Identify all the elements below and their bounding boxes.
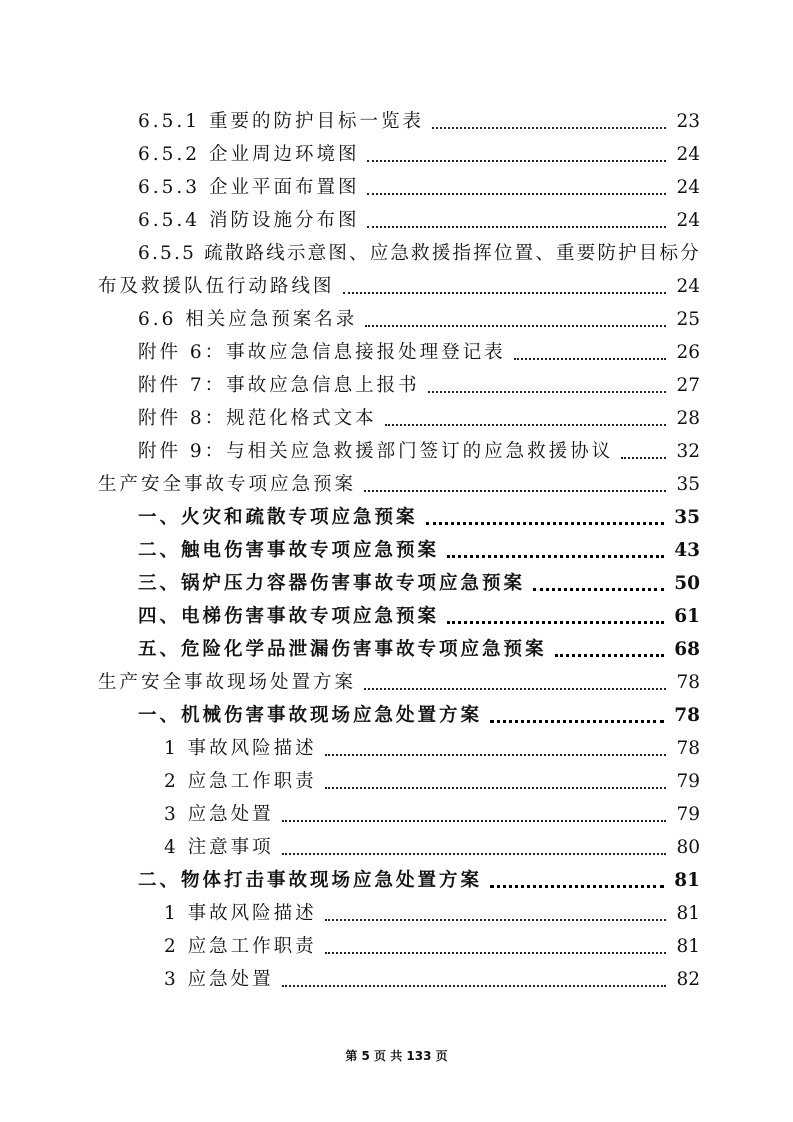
toc-entry-label: 6.5.3 企业平面布置图 xyxy=(138,177,360,198)
leader-dots xyxy=(367,160,666,162)
toc-entry-label: 3 应急处置 xyxy=(164,804,274,825)
toc-entry-label: 二、触电伤害事故专项应急预案 xyxy=(138,540,440,561)
toc-entry[interactable] xyxy=(138,402,700,435)
toc-entry[interactable] xyxy=(138,105,700,138)
toc-entry-page: 24 xyxy=(676,177,700,198)
toc-entry[interactable] xyxy=(138,336,700,369)
toc-entry[interactable] xyxy=(98,270,700,303)
leader-dots xyxy=(426,522,665,525)
toc-entry-page: 81 xyxy=(676,903,700,924)
toc-entry-page: 27 xyxy=(676,375,700,396)
toc-entry[interactable] xyxy=(138,699,700,732)
leader-dots xyxy=(490,885,664,888)
toc-entry-page: 81 xyxy=(676,936,700,957)
toc-entry-page: 81 xyxy=(674,870,700,891)
toc-entry-page: 26 xyxy=(676,342,700,363)
toc-entry[interactable] xyxy=(138,567,700,600)
toc-entry-label: 一、火灾和疏散专项应急预案 xyxy=(138,507,418,528)
toc-entry-label: 一、机械伤害事故现场应急处置方案 xyxy=(138,705,483,726)
leader-dots xyxy=(367,226,666,228)
toc-entry-label: 2 应急工作职责 xyxy=(164,936,317,957)
toc-entry[interactable] xyxy=(138,501,700,534)
toc-entry-page: 35 xyxy=(676,474,700,495)
toc-entry[interactable] xyxy=(164,798,700,831)
toc-entry-page: 24 xyxy=(676,210,700,231)
toc-entry-label: 五、危险化学品泄漏伤害事故专项应急预案 xyxy=(138,639,547,660)
toc-entry-label: 6.6 相关应急预案名录 xyxy=(138,309,358,330)
leader-dots xyxy=(447,621,664,624)
leader-dots xyxy=(621,457,666,459)
leader-dots xyxy=(367,193,666,195)
toc-entry-label: 附件 7：事故应急信息上报书 xyxy=(138,375,420,396)
toc-entry[interactable] xyxy=(138,534,700,567)
toc-entry-label: 6.5.2 企业周边环境图 xyxy=(138,144,360,165)
leader-dots xyxy=(364,688,666,690)
toc-entry-label: 二、物体打击事故现场应急处置方案 xyxy=(138,870,483,891)
toc-entry[interactable] xyxy=(138,171,700,204)
leader-dots xyxy=(514,358,667,360)
toc-entry[interactable] xyxy=(164,963,700,996)
leader-dots xyxy=(428,391,667,393)
toc-entry-label: 1 事故风险描述 xyxy=(164,903,317,924)
toc-entry-label: 三、锅炉压力容器伤害事故专项应急预案 xyxy=(138,573,526,594)
toc-entry[interactable] xyxy=(164,897,700,930)
toc-entry-label: 布及救援队伍行动路线图 xyxy=(98,276,335,297)
toc-entry-page: 78 xyxy=(676,738,700,759)
leader-dots xyxy=(432,127,666,129)
toc-entry[interactable] xyxy=(138,633,700,666)
toc-entry-page: 82 xyxy=(676,969,700,990)
toc-entry-label: 生产安全事故现场处置方案 xyxy=(98,672,357,693)
toc-entry-label: 1 事故风险描述 xyxy=(164,738,317,759)
toc-entry-label: 2 应急工作职责 xyxy=(164,771,317,792)
toc-entry-label: 附件 9：与相关应急救援部门签订的应急救援协议 xyxy=(138,441,614,462)
leader-dots xyxy=(325,787,667,789)
leader-dots xyxy=(282,820,667,822)
toc-entry-page: 79 xyxy=(676,771,700,792)
leader-dots xyxy=(533,588,664,591)
leader-dots xyxy=(325,754,667,756)
toc-entry-label-line1[interactable]: 6.5.5 疏散路线示意图、应急救援指挥位置、重要防护目标分 xyxy=(138,243,701,264)
toc-entry[interactable] xyxy=(164,732,700,765)
toc-entry[interactable] xyxy=(164,831,700,864)
leader-dots xyxy=(555,654,665,657)
toc-entry-page: 24 xyxy=(676,144,700,165)
page-footer: 第 5 页 共 133 页 xyxy=(345,1049,448,1063)
toc-entry-label: 6.5.1 重要的防护目标一览表 xyxy=(138,111,424,132)
toc-entry-label: 4 注意事项 xyxy=(164,837,274,858)
toc-entry-page: 32 xyxy=(676,441,700,462)
toc-entry[interactable] xyxy=(138,303,700,336)
leader-dots xyxy=(282,853,667,855)
toc-entry-label: 3 应急处置 xyxy=(164,969,274,990)
toc-entry[interactable] xyxy=(138,369,700,402)
toc-entry-page: 23 xyxy=(676,111,700,132)
toc-entry-page: 80 xyxy=(676,837,700,858)
toc-entry-page: 68 xyxy=(674,639,700,660)
toc-entry[interactable] xyxy=(164,930,700,963)
toc-entry-page: 25 xyxy=(676,309,700,330)
toc-entry[interactable] xyxy=(98,468,700,501)
toc-entry[interactable] xyxy=(138,435,700,468)
toc-entry-page: 78 xyxy=(676,672,700,693)
toc-entry-page: 79 xyxy=(676,804,700,825)
toc-entry-label: 6.5.4 消防设施分布图 xyxy=(138,210,360,231)
leader-dots xyxy=(325,952,667,954)
toc-entry-page: 78 xyxy=(674,705,700,726)
leader-dots xyxy=(365,325,666,327)
toc-entry-label: 附件 8：规范化格式文本 xyxy=(138,408,377,429)
leader-dots xyxy=(447,555,664,558)
toc-entry[interactable] xyxy=(138,204,700,237)
toc-entry[interactable] xyxy=(138,138,700,171)
toc-entry-page: 50 xyxy=(674,573,700,594)
toc-entry-page: 24 xyxy=(676,276,700,297)
toc-entry-page: 61 xyxy=(674,606,700,627)
toc-entry[interactable] xyxy=(164,765,700,798)
toc-entry-label: 生产安全事故专项应急预案 xyxy=(98,474,357,495)
leader-dots xyxy=(325,919,667,921)
toc-entry[interactable] xyxy=(138,600,700,633)
leader-dots xyxy=(282,985,667,987)
leader-dots xyxy=(343,292,667,294)
leader-dots xyxy=(364,490,666,492)
leader-dots xyxy=(490,720,664,723)
toc-entry-page: 35 xyxy=(674,507,700,528)
toc-entry-label: 四、电梯伤害事故专项应急预案 xyxy=(138,606,440,627)
toc-entry-label: 附件 6：事故应急信息接报处理登记表 xyxy=(138,342,506,363)
toc-entry[interactable] xyxy=(98,666,700,699)
leader-dots xyxy=(385,424,667,426)
toc-entry-page: 28 xyxy=(676,408,700,429)
toc-entry[interactable] xyxy=(138,864,700,897)
toc-entry-page: 43 xyxy=(674,540,700,561)
